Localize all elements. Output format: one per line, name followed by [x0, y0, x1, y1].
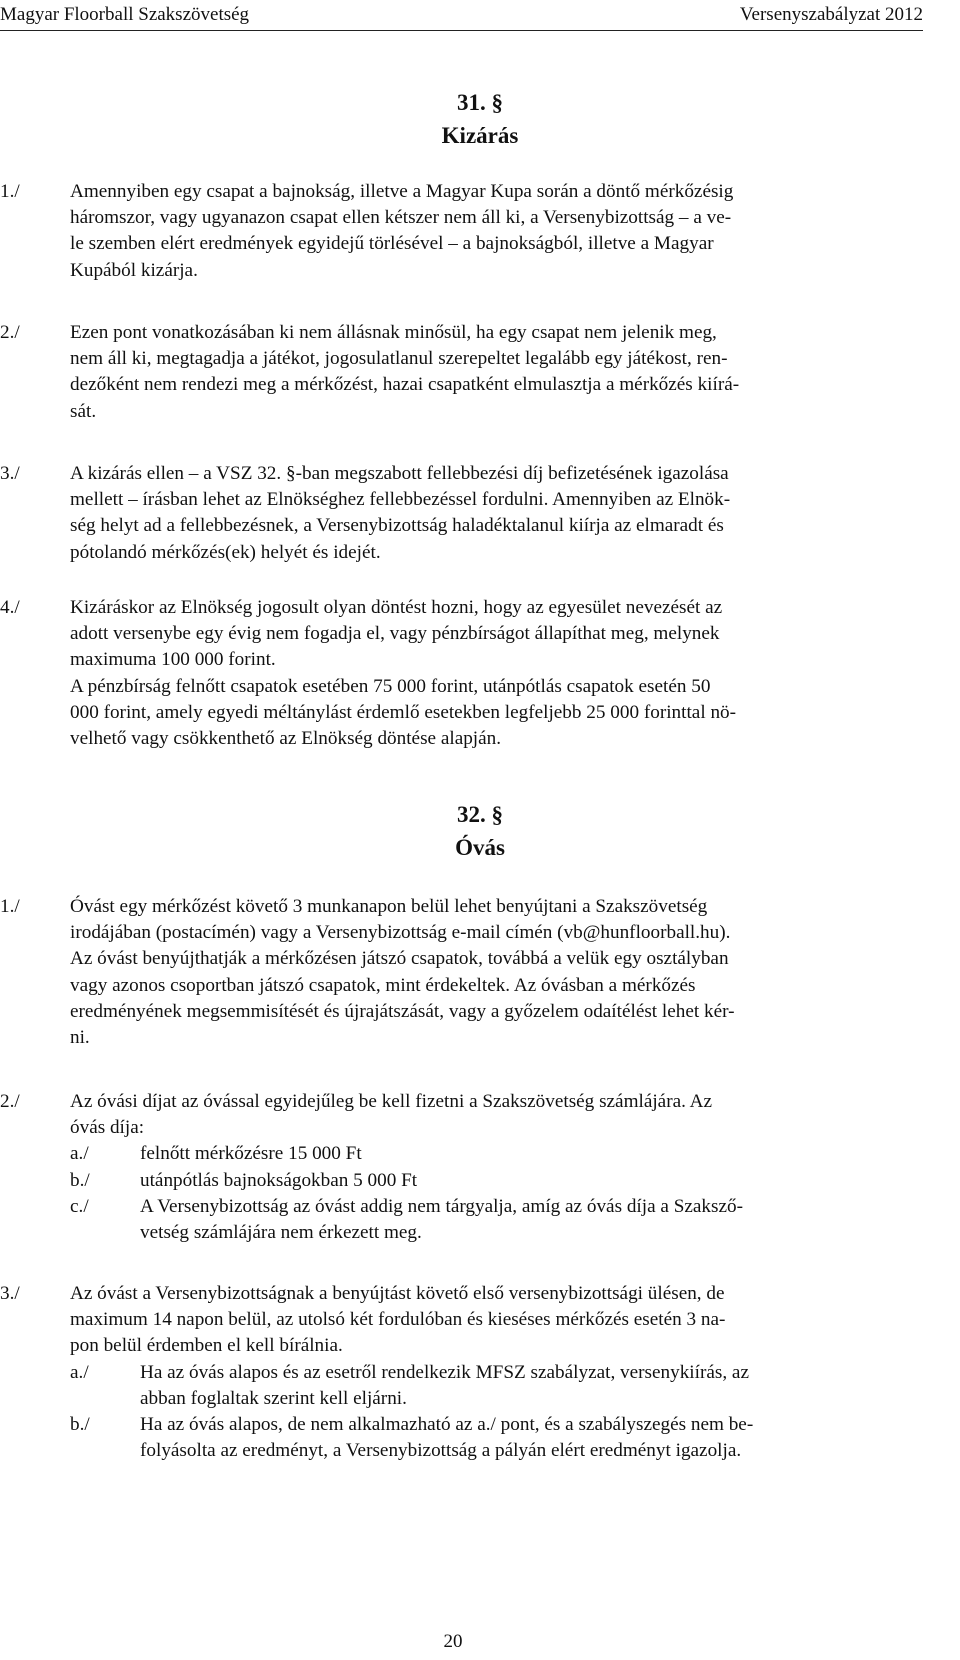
text-line: irodájában (postacímén) vagy a Versenybizottság e-mail címén (vb@hunfloorball.hu).	[70, 922, 731, 944]
paragraph-text	[70, 1089, 922, 1246]
paragraph-number: 3./	[0, 1283, 20, 1304]
section-31-number: 31. §	[457, 90, 503, 115]
paragraph-number: 1./	[0, 181, 20, 202]
text-line: Kupából kizárja.	[70, 259, 198, 281]
paragraph-number: 2./	[0, 1091, 20, 1112]
paragraph-text	[70, 1281, 922, 1464]
text-line: sát.	[70, 400, 97, 422]
paragraph-text	[70, 461, 922, 566]
ruling-item-b	[70, 1412, 922, 1464]
text-line: ni.	[70, 1027, 90, 1049]
text-line: dezőként nem rendezi meg a mérkőzést, hazai csapatként elmulasztja a mérkőzés kiírá-	[70, 374, 740, 396]
paragraph-text	[70, 595, 922, 752]
fee-item-text: felnőtt mérkőzésre 15 000 Ft	[140, 1143, 362, 1165]
fee-item-text: utánpótlás bajnokságokban 5 000 Ft	[140, 1169, 418, 1191]
fee-item-text: A Versenybizottság az óvást addig nem tárgyalja, amíg az óvás díja a Szaksző-	[140, 1195, 743, 1217]
header-organization: Magyar Floorball Szakszövetség	[0, 4, 250, 25]
fee-item-a	[70, 1141, 922, 1167]
text-line: mellett – írásban lehet az Elnökséghez fellebbezéssel fordulni. Amennyiben az Elnök-	[70, 489, 731, 511]
ruling-item-label: b./	[70, 1414, 90, 1436]
text-line: A pénzbírság felnőtt csapatok esetében 75 000 forint, utánpótlás csapatok esetén 50	[70, 675, 711, 697]
page-number: 20	[443, 1631, 463, 1652]
text-line: maximuma 100 000 forint.	[70, 649, 276, 671]
ruling-item-text: folyásolta az eredményt, a Versenybizottság a pályán elért eredményt igazolja.	[140, 1440, 742, 1462]
section-32-title: Óvás	[455, 835, 505, 860]
text-line: vagy azonos csoportban játszó csapatok, mint érdekeltek. Az óvásban a mérkőzés	[70, 974, 696, 996]
text-line: velhető vagy csökkenthető az Elnökség döntése alapján.	[70, 728, 502, 750]
paragraph-number: 1./	[0, 896, 20, 917]
fee-item-text: vetség számlájára nem érkezett meg.	[140, 1222, 422, 1244]
fee-item-label: a./	[70, 1143, 89, 1165]
paragraph-text	[70, 320, 922, 425]
text-line: Óvást egy mérkőzést követő 3 munkanapon belül lehet benyújtani a Szakszövetség	[70, 896, 708, 917]
ruling-item-text: Ha az óvás alapos, de nem alkalmazható az a./ pont, és a szabályszegés nem be-	[140, 1414, 754, 1436]
paragraph-number: 3./	[0, 463, 20, 484]
text-line: ség helyt ad a fellebbezésnek, a Versenybizottság haladéktalanul kiírja az elmaradt és	[70, 515, 724, 537]
text-line: háromszor, vagy ugyanazon csapat ellen kétszer nem áll ki, a Versenybizottság – a ve-	[70, 207, 732, 229]
text-line: Az óvási díjat az óvással egyidejűleg be kell fizetni a Szakszövetség számlájára. Az	[70, 1091, 713, 1112]
text-line: nem áll ki, megtagadja a játékot, jogosulatlanul szerepeltet legalább egy játékost, ren-	[70, 348, 728, 370]
text-line: Az óvást benyújthatják a mérkőzésen játszó csapatok, továbbá a velük egy osztályban	[70, 948, 729, 970]
ruling-item-text: Ha az óvás alapos és az esetről rendelkezik MFSZ szabályzat, versenykiírás, az	[140, 1361, 749, 1383]
fee-item-b	[70, 1168, 922, 1194]
paragraph-number: 4./	[0, 597, 20, 618]
paragraph-text	[70, 894, 922, 1051]
ruling-item-a	[70, 1360, 922, 1412]
text-line: Kizáráskor az Elnökség jogosult olyan döntést hozni, hogy az egyesület nevezését az	[70, 597, 723, 618]
fee-item-c	[70, 1194, 922, 1246]
text-line: 000 forint, amely egyedi méltánylást érdemlő esetekben legfeljebb 25 000 forinttal nö-	[70, 701, 737, 723]
text-line: Ezen pont vonatkozásában ki nem állásnak minősül, ha egy csapat nem jelenik meg,	[70, 322, 717, 343]
text-line: pon belül érdemben el kell bírálnia.	[70, 1335, 343, 1357]
text-line: pótolandó mérkőzés(ek) helyét és idejét.	[70, 541, 381, 563]
ruling-item-label: a./	[70, 1361, 89, 1383]
text-line: maximum 14 napon belül, az utolsó két fordulóban és kieséses mérkőzés esetén 3 na-	[70, 1309, 726, 1331]
text-line: Amennyiben egy csapat a bajnokság, illetve a Magyar Kupa során a döntő mérkőzésig	[70, 181, 734, 202]
section-32-number: 32. §	[457, 802, 503, 827]
section-31-title: Kizárás	[441, 123, 519, 148]
ruling-item-text: abban foglaltak szerint kell eljárni.	[140, 1387, 407, 1409]
fee-item-label: b./	[70, 1169, 90, 1191]
header-document-title: Versenyszabályzat 2012	[739, 4, 923, 25]
text-line: óvás díja:	[70, 1117, 145, 1139]
text-line: eredményének megsemmisítését és újrajátszását, vagy a győzelem odaítélést lehet kér-	[70, 1000, 735, 1022]
paragraph-text	[70, 179, 922, 284]
fee-item-label: c./	[70, 1195, 89, 1217]
page-header	[0, 3, 923, 31]
paragraph-number: 2./	[0, 322, 20, 343]
text-line: A kizárás ellen – a VSZ 32. §-ban megszabott fellebbezési díj befizetésének igazolása	[70, 463, 729, 484]
text-line: le szemben elért eredmények egyidejű törlésével – a bajnokságból, illetve a Magyar	[70, 233, 714, 255]
text-line: adott versenybe egy évig nem fogadja el, vagy pénzbírságot állapíthat meg, melynek	[70, 623, 720, 645]
text-line: Az óvást a Versenybizottságnak a benyújtást követő első versenybizottsági ülésen, de	[70, 1283, 725, 1304]
